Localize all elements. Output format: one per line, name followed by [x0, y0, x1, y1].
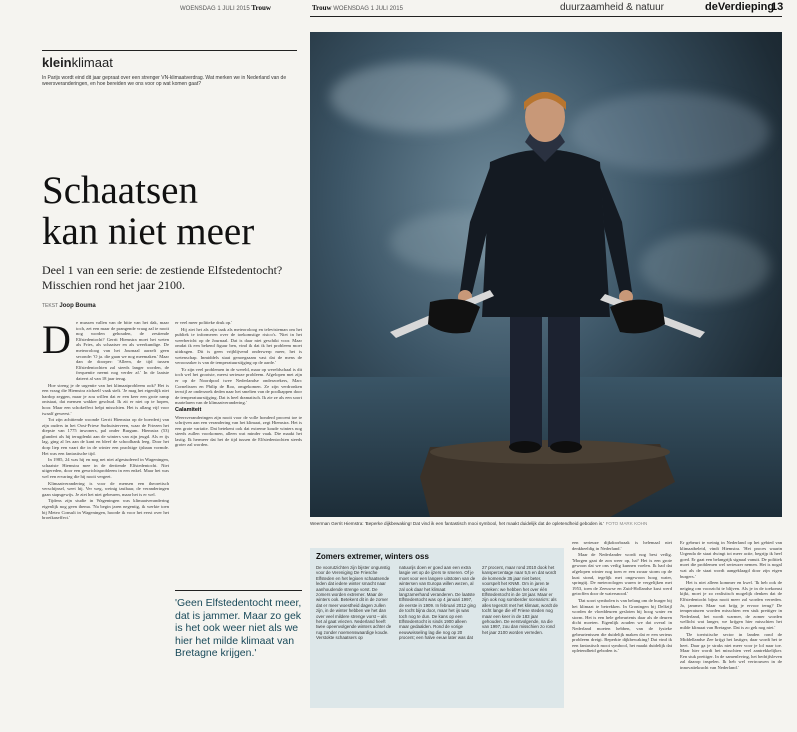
rubric-label: kleinklimaat	[42, 55, 113, 70]
left-page-date: WOENSDAG 1 JULI 2015 Trouw	[180, 4, 271, 12]
byline: TEKST Joop Bouma	[42, 303, 96, 309]
fact-box-column-2: natuurijs doen er goed aan een extra lasgie vet op de ijzers te smeren. Of je moet voor een langere uitstoten van de wintersen van Europa willen wezen, al zal ook daar het klimaat langzamerhand veranderen. De laatste Elfstedentocht was op 4 januari 1997, de eerste in 1909. In februari 2012 ging de tocht bijna door, maar het ijs was toch nog te dun. De kans op een Elfstedentocht is sinds 1900 alleen maar gedaalden. Rond de vorige eeuwwisseling lag die nog op 20 procent; een halve eeuw later was dat	[399, 565, 476, 641]
dropcap: D	[42, 317, 71, 362]
portrait-photo	[310, 32, 782, 517]
deck: Deel 1 van een serie: de zestiende Elfstedentocht? Misschien rond het jaar 2100.	[42, 263, 283, 292]
rubric-intro: In Parijs wordt eind dit jaar gepraat over een strenger VN-klimaatverdrag. Wat merken we in Nederland van de weersveranderingen, en hoe bereiden we ons voor op wat komen gaat?	[42, 75, 287, 88]
fact-box	[310, 548, 564, 708]
fact-box-column-1: De voorutzichten zijn bijster ongunstig voor de Vereniging De Friesche Elfsteden en het legioen schaatsende leden dat iedere winter smacht naar aanhoudende strenge vorst. De zomers worden extremer. Maar de winters ook. Betekent dit in de zomer dat er meer woestheid dagen zullen zijn, in de winter hebben we het dan over veel mildere strenge vorst – als het al gaat vriezen. Nederland heeft twee opeenvolgende winters achter de rug zonder noemenswaardige koude. Verstokte schaatsers op	[316, 565, 392, 641]
fact-box-title: Zomers extremer, winters oss	[316, 552, 429, 561]
article-column-1: e mussen vallen van de bitte van het dak, maar toch, zet een maar de prangende vraag zal ie nooit nog worden gehouden, de zestiende Elfstedentocht? Gerrit Hiemstra moet het weten als Fries, als schaatser en als weerkundige. De meteoroloog van het Journaal aarzelt geen seconde: 'O ja. die gaan we nog meemaken.' Maar dan de doorper: 'Alleen, de tijd tussen Elfstedentochten zal steeds langer worden, de frequentie neemt nog verder af.' In de laatste dateert al van 18 jaar terug. Hoe streng je de urgentie van het klimaatprobleem ook? Het is een vraag die Hiemstra zichzelf vaak stelt. 'Je mag het eigenlijk niet hardop zeggen, maar je zou willen dat er een keer een grote ramp ontstaat, dat mensen wakker geschud. Ik zit er niet op te hopen, hoor. Maar een schokeffect helpt misschien. Het is allang vijf voor twaalf geweest.' Tot zijn achttiende woonde Gerrit Hiemstra op de boerderij van zijn ouders in het Oost-Friese Surhuisterveen, waar de Friezen het diepste van 1775 inwoners, pal onder Burgum. Hiemstra (53) glundert als hij terugdenkt aan de winters van zijn jeugd. Als er ijs lag, ging al les aan de kant en bleef de schoolbank leeg. Door het dorp liep een vaart die in de winter een prachtige ijsbaan vormde. Het was een fantastische tijd. In 1985, 24 was hij en nog net niet afgestudeerd in Wageningen, schaatste Hiemstra mee in de dertiende Elfstedentocht. Niet uitgereden, door een gewrichtsprobleem in een enkel. Maar het was wel een ervaring die hij nooit vergeet. Klimaatverandering is voor de mensen een theoretisch verschijnsel, weet hij. Ver weg, weinig tastbaar, de veranderingen gaan stapsgewijs. Je ziet het niet gebeuren, maar het is er wel. Tijdens zijn studie in Wageningen was klimaatverandering eigenlijk nog geen thema. 'Na begin jaren negentig, ik werkte toen bij Meteo Consult in Wageningen, hoorde ik voor het eerst over het broeikaseffect.'	[42, 320, 169, 521]
headline: Schaatsen kan niet meer	[42, 169, 255, 253]
article-column-2: er veel meer politieke druk op.' Hij ziet het als zijn taak als meteoroloog en televisieman om het publiek te informeren over de toekomstige risico's. 'Niet in het weerbericht op de Journaal. Dat is daar niet geschikt voor. Maar omdat ik een bekend figuur ben, vind ik dat ik het probleem moet uitdragen. Dit is geen vrijblijvend onderwerp meer, het is wetenschap. Inmiddels staat genoegzaam vast dat de mens de veroorzaker is van de temperatuurstijging op de aarde.' 'Er zijn veel problemen in de wereld, maar op wereldschaal is dit toch wel het grootste, meest serieuze probleem. Afgelopen met zijn er op de Noordpool twee Nederlandse onderzoekers, Marc Cornelissen en Philip de Roo, omgekomen. Ze zijn verdronken terwijl ze onderzoek deden naar het smelten van de poolkappen door de temperatuurstijging. Dat is heel dramatisch. Ik zie ze als een soort martelaren van de klimaatverandering.' Calamiteit Weersveranderingen zijn nooit voor de volle honderd procent toe te schrijven aan een verandering van het klimaat, zegt Hiemstra. Het is een grote variatie. Dat betekent ook dat extreme koude winters nog steeds zullen voorkomen, alleen wat minder vaak. Die maakt het lastig. Ik hermeer dat het de tijd tussen de Elfstedentochten steeds groter zal worden.	[175, 320, 302, 448]
section-name: duurzaamheid & natuur	[560, 2, 664, 13]
rubric-rule	[42, 50, 297, 51]
pull-quote: 'Geen Elfstedentocht meer, dat is jammer. Maar zo gek is het ook weer niet als we hier het milde klimaat van Bretagne krijgen.'	[175, 590, 302, 660]
page-number: 13	[771, 1, 784, 13]
photo-caption: Weerman Gerrit Hiemstra: 'Beperke dijkbewaking! Dat vind ik een fantastisch mooi symbool, het maakt duidelijk dat de opletendheid geboden is.' FOTO MARK KOHN	[310, 521, 648, 526]
right-column-2: Er gebeurt te weinig in Nederland op het gebied van klimaatbeleid, vindt Hiemstra. 'Het proces waarin Urgenda de staat dwingt tot meer actie, begrijp ik heel goed. Er gaat een belangrijk signaal vanuit. De politiek moet die problemen wel serieuzer nemen. Het is nogal wat als de staat wordt aangeklaagd door zijn eigen burgers.' Het is niet alleen kommer en kwel. 'Ik heb ook de neiging om voorzicht te blijven. Als je in de toekomst kijkt, moet je zo realistisch mogelijk denken dat de Elfstedentocht bijna nooit meer zal worden verreden. Ja, jammer. Maar wat krijg je ervoor terug? De temperaturen worden misschien een stuk prettiger in Nederland, het wordt warmer, de zomer worden wellicht wat langer, we krijgen hier misschien het milde klimaat van Bretagne. Dat is zo gek nog niet.' 'De toeristische sector in landen rond de Middellandse Zee krijgt het lastiger, daar wordt het te heet. Daar ga je straks niet meer voor je lol naar toe. Maar hier wordt het misschien veel aantrekkelijker. Een stuk prettiger. In de samenleving, het bedrijfsleven zal daarop inspelen. Ik heb wel vertrouwen in de innovatiekracht van Nederland.'	[680, 540, 782, 671]
right-column-1: een serieuze dijkdoorbraak is helemaal niet denkbeeldig in Nederland.' Maar de Nederlander wordt nog best veilig. 'Morgen gaat de zon weer op, ha? Het is een grote gewoon dat we ons veilig kunnen voelen. Ik had dat afgelopen winter nog toen er een zwaar storm op de kust stond, tegelijk met ongewoon hoog water, springtij. De meteorologen waren te vergelijken met 1953, toen de Zeeuwse en Zuid-Hollandse kust werd getroffen door de watersnood.' 'Dat soort symbolen is van belang om de burger bij het klimaat te betrekken. In Groningen bij Delfzijl worden de vloeddeuren gesloten bij hoog water en storm. Het is een hele gebeurtenis daar als de deuren dicht moeten. Eigenlijk zouden we dat overal in Nederland moeten hebben, van de fysieke gebeurtenissen die duidelijk maken dat er een serieus probleem dreigt. Beperkte dijkbewaking! Dat vind ik een fantastisch mooi symbool, het maakt duidelijk dat opletendheid geboden is.'	[572, 540, 672, 654]
header-rule	[310, 16, 782, 17]
subhead-calamiteit: Calamiteit	[175, 406, 202, 413]
supplement-name: deVerdieping	[705, 1, 775, 13]
right-page-date: Trouw WOENSDAG 1 JULI 2015	[312, 4, 403, 12]
fact-box-column-3: 27 procent, maar rond 2010 dook het kanspercentage naar 5,5 en dat wordt de komende 35 jaar niet beter, voorspelt het KNMI. Om in jaren te spreken: we hebben het over één Elfstedentocht in de 18 jaar. Maar er zijn ook nog somberder scenario's: als alles tegenzit met het klimaat, wordt de tocht lange die elf Friese steden nog maar een keer in de 183 jaar gehouden. De eerstvolgende, na die van 1997, zou dan misschien zo rond het jaar 2100 worden verreden.	[482, 565, 558, 635]
person-figure	[310, 32, 782, 517]
